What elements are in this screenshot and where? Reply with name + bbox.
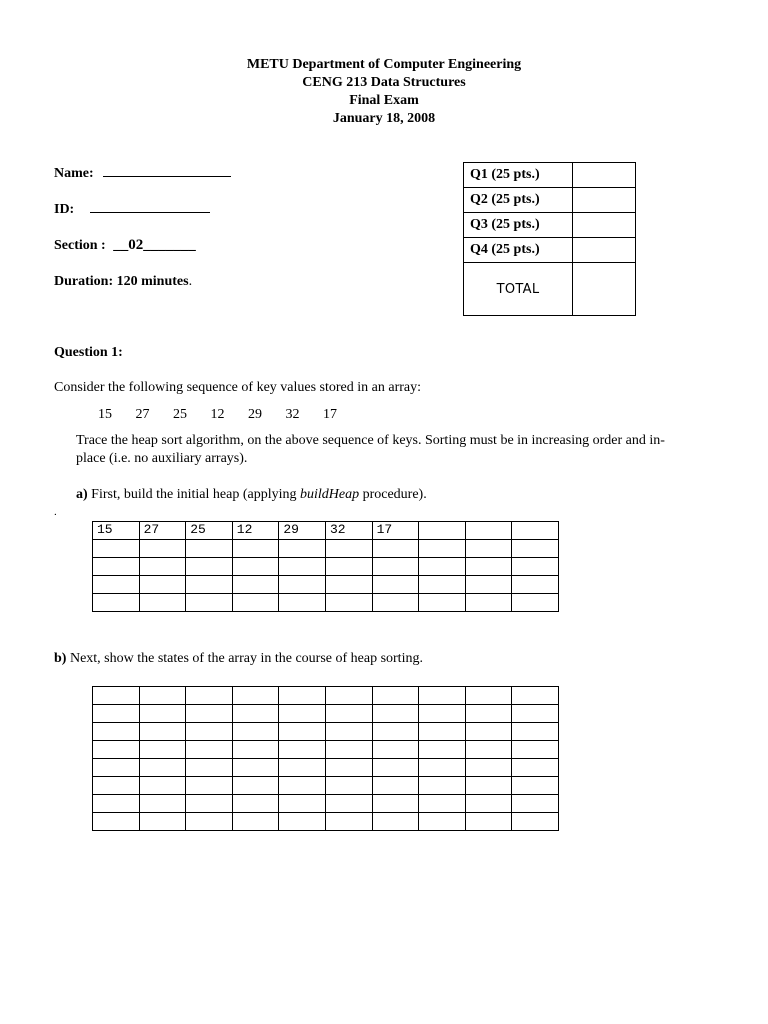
array-cell[interactable] bbox=[512, 558, 559, 576]
array-cell[interactable] bbox=[419, 576, 466, 594]
array-cell[interactable] bbox=[419, 759, 466, 777]
array-cell[interactable] bbox=[419, 687, 466, 705]
array-cell[interactable] bbox=[186, 723, 233, 741]
array-cell[interactable] bbox=[419, 813, 466, 831]
array-cell[interactable] bbox=[139, 540, 186, 558]
score-total-value[interactable] bbox=[573, 263, 636, 316]
array-cell[interactable] bbox=[325, 759, 372, 777]
id-label: ID: bbox=[54, 202, 75, 217]
array-cell[interactable] bbox=[419, 594, 466, 612]
name-field bbox=[54, 163, 231, 182]
array-cell[interactable] bbox=[139, 558, 186, 576]
array-cell[interactable] bbox=[232, 813, 279, 831]
key-value: 12 bbox=[210, 407, 225, 422]
array-cell[interactable] bbox=[279, 741, 326, 759]
array-cell[interactable] bbox=[465, 522, 512, 540]
array-cell[interactable] bbox=[419, 723, 466, 741]
array-cell[interactable] bbox=[232, 576, 279, 594]
table-row bbox=[93, 705, 559, 723]
table-row bbox=[93, 723, 559, 741]
id-blank[interactable] bbox=[90, 199, 210, 213]
table-row bbox=[93, 759, 559, 777]
array-cell[interactable] bbox=[186, 540, 233, 558]
score-row bbox=[464, 188, 636, 213]
exam-header bbox=[0, 56, 768, 128]
array-cell[interactable] bbox=[465, 576, 512, 594]
array-cell[interactable] bbox=[465, 741, 512, 759]
score-value-q2[interactable] bbox=[573, 188, 636, 213]
array-cell[interactable] bbox=[465, 723, 512, 741]
key-value: 17 bbox=[323, 407, 337, 422]
array-cell[interactable] bbox=[372, 759, 419, 777]
array-cell[interactable] bbox=[93, 759, 140, 777]
section-field bbox=[54, 237, 196, 254]
array-cell[interactable] bbox=[372, 540, 419, 558]
score-total-row bbox=[464, 263, 636, 316]
array-cell[interactable] bbox=[372, 576, 419, 594]
array-cell[interactable] bbox=[93, 795, 140, 813]
array-cell[interactable] bbox=[139, 777, 186, 795]
array-cell[interactable] bbox=[372, 777, 419, 795]
array-cell[interactable] bbox=[279, 594, 326, 612]
table-row bbox=[93, 795, 559, 813]
array-cell[interactable] bbox=[279, 795, 326, 813]
array-cell[interactable] bbox=[465, 594, 512, 612]
score-value-q1[interactable] bbox=[573, 163, 636, 188]
array-cell[interactable]: 25 bbox=[186, 522, 233, 540]
table-row bbox=[93, 813, 559, 831]
score-value-q4[interactable] bbox=[573, 238, 636, 263]
table-row bbox=[93, 558, 559, 576]
array-cell[interactable] bbox=[232, 594, 279, 612]
array-cell[interactable] bbox=[93, 540, 140, 558]
exam-date: January 18, 2008 bbox=[332, 111, 436, 126]
name-blank[interactable] bbox=[103, 163, 231, 177]
score-row bbox=[464, 238, 636, 263]
array-cell[interactable] bbox=[232, 687, 279, 705]
stray-mark: . bbox=[54, 506, 57, 518]
array-cell[interactable]: 12 bbox=[232, 522, 279, 540]
array-cell[interactable] bbox=[512, 594, 559, 612]
array-cell[interactable] bbox=[325, 540, 372, 558]
array-cell[interactable] bbox=[372, 723, 419, 741]
score-label-q3: Q3 (25 pts.) bbox=[464, 213, 573, 238]
array-cell[interactable] bbox=[186, 795, 233, 813]
array-cell[interactable] bbox=[279, 777, 326, 795]
array-cell[interactable] bbox=[232, 705, 279, 723]
array-cell[interactable] bbox=[325, 795, 372, 813]
array-cell[interactable] bbox=[512, 813, 559, 831]
section-value: __02_______ bbox=[113, 237, 196, 253]
array-cell[interactable] bbox=[512, 540, 559, 558]
duration-label: Duration: 120 minutes bbox=[54, 274, 189, 289]
array-cell[interactable] bbox=[512, 741, 559, 759]
array-cell[interactable] bbox=[325, 576, 372, 594]
part-a-text-end: procedure). bbox=[359, 487, 427, 502]
array-cell[interactable] bbox=[372, 594, 419, 612]
array-cell[interactable] bbox=[232, 723, 279, 741]
array-cell[interactable] bbox=[93, 723, 140, 741]
array-cell[interactable] bbox=[186, 759, 233, 777]
key-value: 32 bbox=[285, 407, 300, 422]
array-cell[interactable] bbox=[465, 540, 512, 558]
array-cell[interactable] bbox=[372, 705, 419, 723]
array-cell[interactable] bbox=[512, 687, 559, 705]
array-cell[interactable] bbox=[279, 540, 326, 558]
department-title: METU Department of Computer Engineering bbox=[246, 57, 522, 72]
part-a-italic: buildHeap bbox=[299, 487, 360, 502]
array-cell[interactable] bbox=[232, 741, 279, 759]
array-cell[interactable] bbox=[93, 594, 140, 612]
array-cell[interactable] bbox=[372, 795, 419, 813]
duration-field bbox=[54, 274, 192, 290]
array-cell[interactable] bbox=[186, 705, 233, 723]
array-cell[interactable] bbox=[93, 687, 140, 705]
array-cell[interactable] bbox=[325, 741, 372, 759]
array-cell[interactable] bbox=[372, 813, 419, 831]
array-cell[interactable]: 32 bbox=[325, 522, 372, 540]
array-cell[interactable] bbox=[512, 777, 559, 795]
array-cell[interactable] bbox=[325, 705, 372, 723]
array-cell[interactable] bbox=[139, 759, 186, 777]
array-cell[interactable] bbox=[325, 687, 372, 705]
array-cell[interactable] bbox=[512, 759, 559, 777]
array-cell[interactable] bbox=[93, 558, 140, 576]
array-cell[interactable] bbox=[419, 522, 466, 540]
array-cell[interactable] bbox=[93, 813, 140, 831]
array-cell[interactable] bbox=[279, 723, 326, 741]
array-cell[interactable] bbox=[139, 576, 186, 594]
array-cell[interactable] bbox=[465, 759, 512, 777]
duration-period: . bbox=[188, 274, 193, 289]
table-row bbox=[93, 522, 559, 540]
score-label-q4: Q4 (25 pts.) bbox=[464, 238, 573, 263]
table-row bbox=[93, 540, 559, 558]
array-cell[interactable] bbox=[186, 558, 233, 576]
question-1-intro: Consider the following sequence of key values stored in an array: bbox=[54, 380, 422, 395]
array-cell[interactable] bbox=[93, 576, 140, 594]
array-cell[interactable] bbox=[139, 813, 186, 831]
array-cell[interactable] bbox=[419, 705, 466, 723]
key-sequence bbox=[98, 407, 361, 423]
array-cell[interactable] bbox=[419, 558, 466, 576]
array-cell[interactable] bbox=[325, 723, 372, 741]
array-cell[interactable]: 27 bbox=[139, 522, 186, 540]
part-a-prompt bbox=[76, 487, 427, 503]
array-cell[interactable] bbox=[325, 777, 372, 795]
id-field bbox=[54, 199, 210, 218]
score-total-label: TOTAL bbox=[464, 263, 573, 316]
array-cell[interactable] bbox=[186, 741, 233, 759]
array-cell[interactable] bbox=[93, 705, 140, 723]
array-cell[interactable] bbox=[419, 777, 466, 795]
build-heap-table bbox=[92, 521, 559, 612]
array-cell[interactable] bbox=[512, 795, 559, 813]
part-b-prompt bbox=[54, 651, 423, 667]
table-row bbox=[93, 594, 559, 612]
part-b-label: b) bbox=[54, 651, 67, 666]
score-label-q1: Q1 (25 pts.) bbox=[464, 163, 573, 188]
array-cell[interactable] bbox=[232, 540, 279, 558]
table-row bbox=[93, 777, 559, 795]
array-cell[interactable] bbox=[512, 723, 559, 741]
part-a-text: First, build the initial heap (applying bbox=[91, 487, 300, 502]
array-cell[interactable] bbox=[465, 777, 512, 795]
array-cell[interactable] bbox=[419, 741, 466, 759]
array-cell[interactable] bbox=[186, 813, 233, 831]
array-cell[interactable] bbox=[279, 687, 326, 705]
array-cell[interactable] bbox=[232, 759, 279, 777]
array-cell[interactable] bbox=[372, 558, 419, 576]
array-cell[interactable] bbox=[186, 687, 233, 705]
array-cell[interactable] bbox=[93, 741, 140, 759]
array-cell[interactable] bbox=[512, 576, 559, 594]
array-cell[interactable] bbox=[325, 594, 372, 612]
table-row bbox=[93, 576, 559, 594]
score-row bbox=[464, 163, 636, 188]
array-cell[interactable]: 15 bbox=[93, 522, 140, 540]
array-cell[interactable] bbox=[465, 795, 512, 813]
array-cell[interactable] bbox=[372, 741, 419, 759]
table-row bbox=[93, 687, 559, 705]
array-cell[interactable] bbox=[93, 777, 140, 795]
key-value: 25 bbox=[173, 407, 187, 422]
array-cell[interactable] bbox=[419, 795, 466, 813]
array-cell[interactable] bbox=[465, 558, 512, 576]
key-value: 27 bbox=[135, 407, 150, 422]
heap-sort-table bbox=[92, 686, 559, 831]
array-cell[interactable] bbox=[232, 777, 279, 795]
score-row bbox=[464, 213, 636, 238]
exam-title: Final Exam bbox=[349, 93, 419, 108]
part-b-text: Next, show the states of the array in the course of heap sorting. bbox=[69, 651, 423, 666]
array-cell[interactable] bbox=[139, 741, 186, 759]
section-label: Section : bbox=[54, 238, 106, 253]
table-row bbox=[93, 741, 559, 759]
instruction-line-2: place (i.e. no auxiliary arrays). bbox=[76, 451, 248, 466]
array-cell[interactable] bbox=[186, 594, 233, 612]
array-cell[interactable] bbox=[325, 813, 372, 831]
array-cell[interactable] bbox=[139, 705, 186, 723]
key-value: 29 bbox=[248, 407, 262, 422]
question-1-title: Question 1: bbox=[54, 345, 123, 360]
array-cell[interactable] bbox=[279, 705, 326, 723]
array-cell[interactable] bbox=[139, 687, 186, 705]
key-value: 15 bbox=[98, 407, 112, 422]
array-cell[interactable] bbox=[139, 594, 186, 612]
name-label: Name: bbox=[54, 166, 94, 181]
array-cell[interactable] bbox=[232, 795, 279, 813]
array-cell[interactable] bbox=[419, 540, 466, 558]
score-label-q2: Q2 (25 pts.) bbox=[464, 188, 573, 213]
array-cell[interactable] bbox=[279, 576, 326, 594]
array-cell[interactable] bbox=[465, 813, 512, 831]
score-table bbox=[463, 162, 636, 316]
array-cell[interactable]: 29 bbox=[279, 522, 326, 540]
array-cell[interactable] bbox=[279, 558, 326, 576]
array-cell[interactable] bbox=[512, 705, 559, 723]
array-cell[interactable] bbox=[512, 522, 559, 540]
array-cell[interactable] bbox=[279, 813, 326, 831]
instruction-line-1: Trace the heap sort algorithm, on the above sequence of keys. Sorting must be in increasing order and in- bbox=[76, 433, 665, 448]
array-cell[interactable] bbox=[232, 558, 279, 576]
array-cell[interactable] bbox=[139, 795, 186, 813]
array-cell[interactable] bbox=[186, 777, 233, 795]
array-cell[interactable] bbox=[325, 558, 372, 576]
array-cell[interactable] bbox=[139, 723, 186, 741]
score-value-q3[interactable] bbox=[573, 213, 636, 238]
course-title: CENG 213 Data Structures bbox=[302, 75, 466, 90]
array-cell[interactable] bbox=[465, 705, 512, 723]
array-cell[interactable] bbox=[186, 576, 233, 594]
array-cell[interactable] bbox=[465, 687, 512, 705]
array-cell[interactable]: 17 bbox=[372, 522, 419, 540]
array-cell[interactable] bbox=[372, 687, 419, 705]
array-cell[interactable] bbox=[279, 759, 326, 777]
part-a-label: a) bbox=[76, 487, 88, 502]
